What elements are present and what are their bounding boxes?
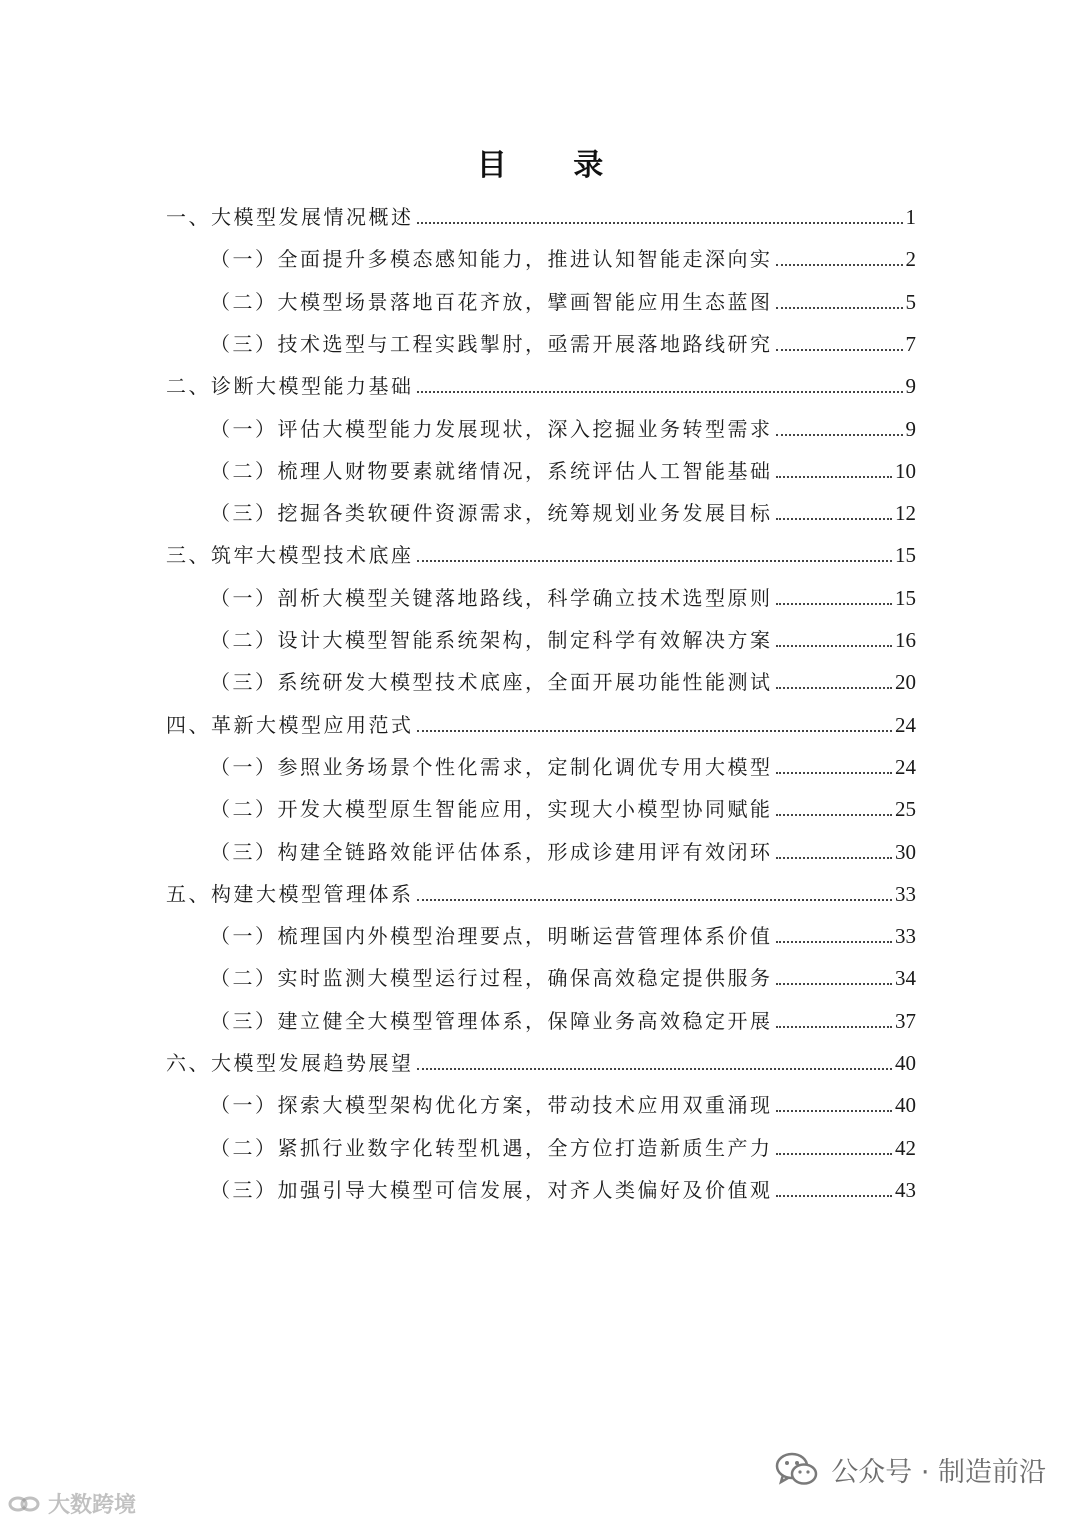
toc-dot-leader	[417, 1067, 893, 1070]
toc-section-entry[interactable]	[210, 444, 916, 484]
toc-dot-leader	[776, 940, 893, 943]
toc-dot-leader	[776, 644, 893, 647]
toc-page-number: 24	[895, 754, 916, 779]
toc-entry-label: （二）梳理人财物要素就绪情况，系统评估人工智能基础	[210, 458, 773, 483]
toc-page-number: 5	[905, 289, 916, 314]
toc-section-entry[interactable]	[210, 275, 916, 315]
toc-section-entry[interactable]	[210, 232, 916, 272]
toc-dot-leader	[417, 729, 893, 732]
toc-entry-label: （二）紧抓行业数字化转型机遇，全方位打造新质生产力	[210, 1135, 773, 1160]
toc-page-number: 16	[895, 628, 916, 652]
toc-section-entry[interactable]	[210, 1078, 916, 1118]
toc-section-entry[interactable]	[210, 613, 916, 653]
toc-chapter-entry[interactable]	[166, 190, 916, 230]
toc-page-number: 15	[895, 585, 916, 610]
toc-page-number: 12	[895, 501, 916, 526]
toc-entry-label: （一）剖析大模型关键落地路线，科学确立技术选型原则	[210, 585, 773, 610]
watermark-right-text: 公众号 · 制造前沿	[831, 1457, 1046, 1488]
toc-page-number: 1	[905, 205, 916, 229]
chain-link-icon	[8, 1494, 42, 1514]
toc-page-number: 37	[895, 1008, 916, 1033]
toc-page-number: 43	[895, 1177, 916, 1202]
toc-chapter-entry[interactable]	[166, 698, 916, 738]
page-title: 目 录	[476, 148, 632, 183]
toc-section-entry[interactable]	[210, 571, 916, 611]
toc-page-number: 10	[895, 458, 916, 483]
toc-section-entry[interactable]	[210, 782, 916, 822]
toc-entry-label: （二）设计大模型智能系统架构，制定科学有效解决方案	[210, 628, 773, 652]
toc-entry-label: （二）大模型场景落地百花齐放，擘画智能应用生态蓝图	[210, 289, 773, 314]
toc-entry-label: 一、大模型发展情况概述	[166, 205, 414, 229]
toc-page-number: 20	[895, 670, 916, 695]
toc-entry-label: （一）参照业务场景个性化需求，定制化调优专用大模型	[210, 754, 773, 779]
toc-dot-leader	[776, 517, 893, 520]
toc-entry-label: （一）评估大模型能力发展现状，深入挖掘业务转型需求	[210, 416, 773, 441]
toc-dot-leader	[776, 475, 893, 478]
toc-dot-leader	[776, 1152, 893, 1155]
toc-page-number: 9	[905, 416, 916, 441]
toc-dot-leader	[776, 602, 893, 605]
toc-entry-label: （三）挖掘各类软硬件资源需求，统筹规划业务发展目标	[210, 501, 773, 526]
toc-section-entry[interactable]	[210, 909, 916, 949]
toc-dot-leader	[776, 1194, 893, 1197]
toc-page-number: 30	[895, 839, 916, 864]
toc-chapter-entry[interactable]	[166, 867, 916, 907]
toc-dot-leader	[776, 856, 893, 859]
toc-chapter-entry[interactable]	[166, 528, 916, 568]
toc-entry-label: （三）构建全链路效能评估体系，形成诊建用评有效闭环	[210, 839, 773, 864]
toc-entry-label: 三、筑牢大模型技术底座	[166, 543, 414, 568]
toc-page-number: 7	[905, 331, 916, 356]
toc-entry-label: （三）系统研发大模型技术底座，全面开展功能性能测试	[210, 670, 773, 695]
toc-section-entry[interactable]	[210, 655, 916, 695]
toc-entry-label: 五、构建大模型管理体系	[166, 881, 414, 906]
toc-page-number: 34	[895, 966, 916, 991]
toc-dot-leader	[417, 898, 893, 901]
toc-dot-leader	[776, 306, 903, 309]
toc-section-entry[interactable]	[210, 951, 916, 991]
toc-page-number: 2	[905, 247, 916, 272]
watermark-right	[775, 1450, 1046, 1489]
toc-section-entry[interactable]	[210, 994, 916, 1034]
toc-page-number: 42	[895, 1135, 916, 1160]
toc-entry-label: 六、大模型发展趋势展望	[166, 1051, 414, 1075]
toc-dot-leader	[776, 263, 903, 266]
toc-dot-leader	[417, 559, 893, 562]
toc-page-number: 9	[905, 374, 916, 399]
toc-page-number: 33	[895, 924, 916, 949]
toc-page-number: 40	[895, 1093, 916, 1118]
toc-entry-label: （一）探索大模型架构优化方案，带动技术应用双重涌现	[210, 1093, 773, 1118]
toc-entry-label: （三）加强引导大模型可信发展，对齐人类偏好及价值观	[210, 1177, 773, 1202]
toc-entry-label: （二）实时监测大模型运行过程，确保高效稳定提供服务	[210, 966, 773, 991]
toc-chapter-entry[interactable]	[166, 359, 916, 399]
toc-dot-leader	[776, 813, 893, 816]
toc-entry-label: （二）开发大模型原生智能应用，实现大小模型协同赋能	[210, 797, 773, 822]
toc-dot-leader	[776, 686, 893, 689]
toc-entry-label: 四、革新大模型应用范式	[166, 712, 414, 737]
toc-page-number: 33	[895, 881, 916, 906]
toc-section-entry[interactable]	[210, 740, 916, 780]
toc-entry-label: 二、诊断大模型能力基础	[166, 374, 414, 399]
toc-section-entry[interactable]	[210, 317, 916, 357]
toc-dot-leader	[776, 433, 903, 436]
toc-dot-leader	[776, 1025, 893, 1028]
toc-chapter-entry[interactable]	[166, 1036, 916, 1076]
toc-entry-label: （一）梳理国内外模型治理要点，明晰运营管理体系价值	[210, 924, 773, 949]
wechat-icon	[775, 1451, 819, 1489]
toc-section-entry[interactable]	[210, 1121, 916, 1161]
toc-section-entry[interactable]	[210, 402, 916, 442]
toc-page-number: 25	[895, 797, 916, 822]
toc-dot-leader	[417, 221, 903, 224]
watermark-left	[8, 1488, 136, 1519]
toc-page-number: 15	[895, 543, 916, 568]
toc-dot-leader	[776, 771, 893, 774]
toc-section-entry[interactable]	[210, 486, 916, 526]
watermark-left-text: 大数跨境	[48, 1493, 137, 1518]
toc-dot-leader	[776, 348, 903, 351]
toc-entry-label: （三）技术选型与工程实践掣肘，亟需开展落地路线研究	[210, 331, 773, 356]
toc-page-number: 24	[895, 712, 916, 737]
toc-page-number: 40	[895, 1051, 916, 1075]
toc-section-entry[interactable]	[210, 825, 916, 865]
toc-dot-leader	[776, 982, 893, 985]
toc-entry-label: （三）建立健全大模型管理体系，保障业务高效稳定开展	[210, 1008, 773, 1033]
toc-entry-label: （一）全面提升多模态感知能力，推进认知智能走深向实	[210, 247, 773, 272]
toc-dot-leader	[776, 1109, 893, 1112]
toc-section-entry[interactable]	[210, 1163, 916, 1203]
toc-dot-leader	[417, 390, 903, 393]
